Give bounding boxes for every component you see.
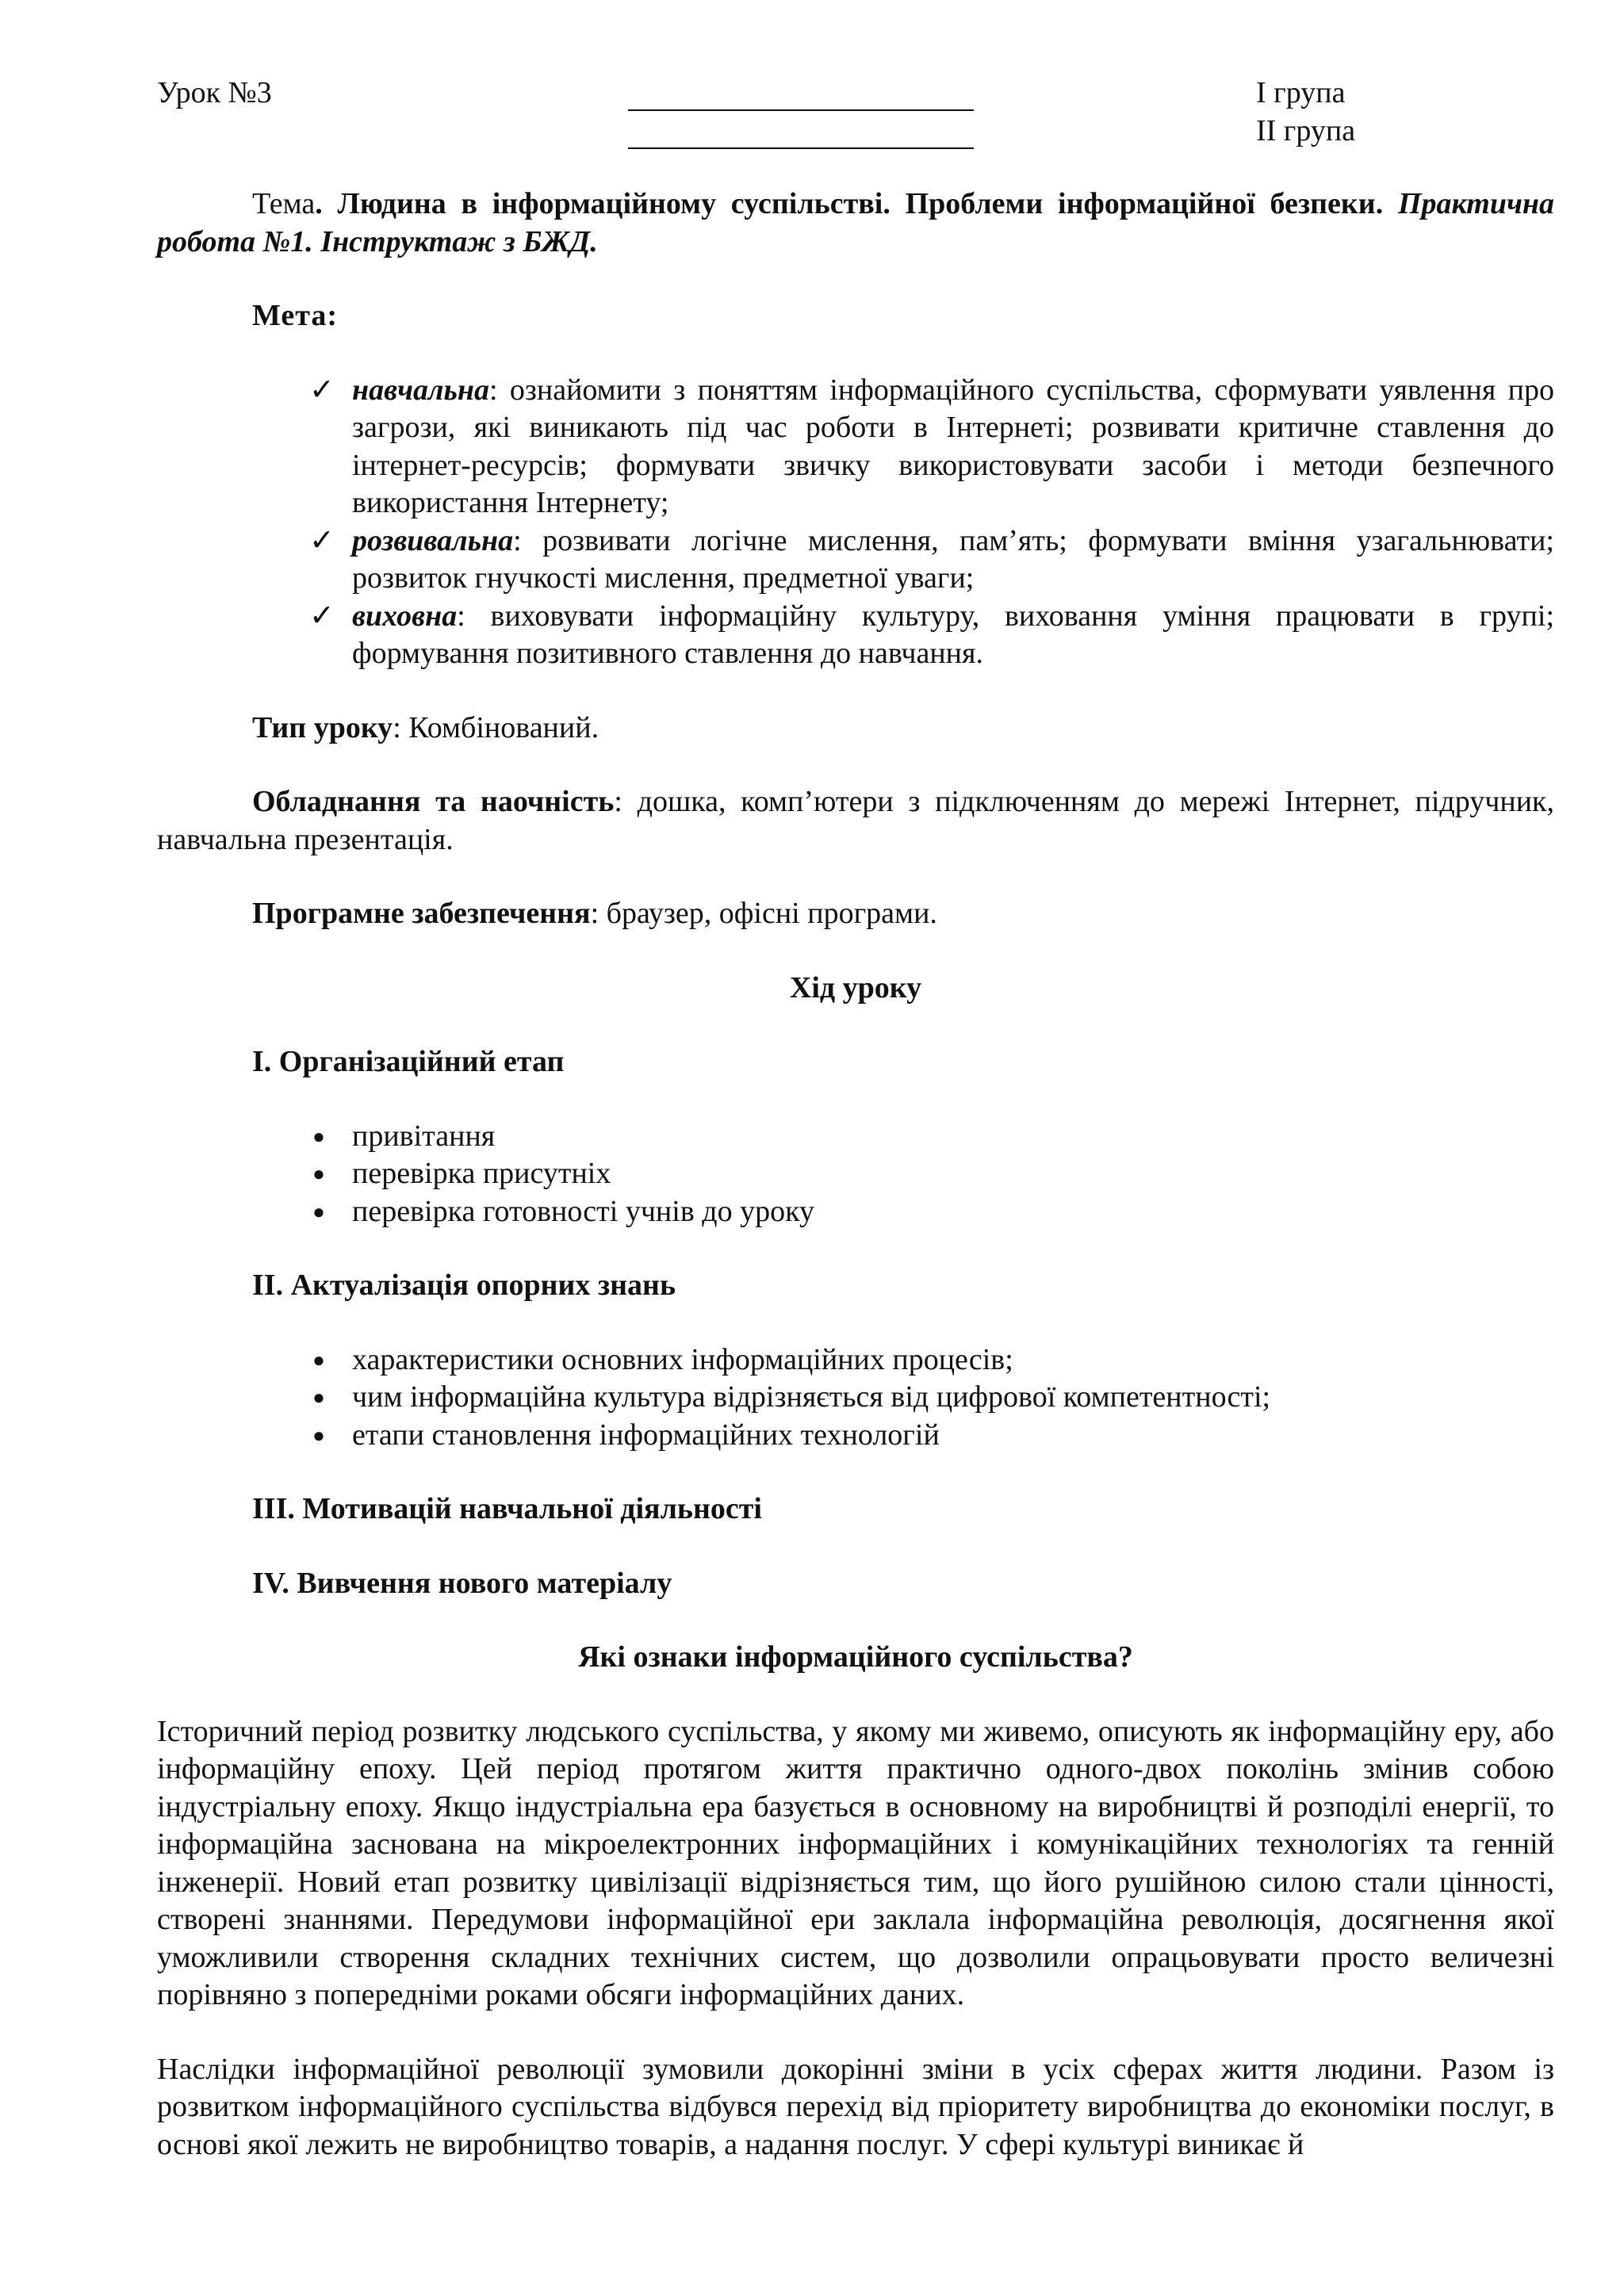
group-2: ІІ група xyxy=(1256,113,1356,147)
list-item: ● характеристики основних інформаційних процесів; xyxy=(157,1341,1554,1380)
list-item: ● чим інформаційна культура відрізняється від цифрової компетентності; xyxy=(157,1379,1554,1417)
equipment: Обладнання та наочність: дошка, комп’ютери з підключенням до мережі Інтернет, підручник, навчальна презентація. xyxy=(157,785,1554,856)
bullet-dot-icon: ● xyxy=(312,1386,325,1409)
body-paragraph: Наслідки інформаційної революції зумовили докорінні зміни в усіх сферах життя людини. Разом із розвитком інформаційного суспільства відбувся перехід від пріоритету виробництва до економіки послуг, в основі якої лежить не виробництво товарів, а надання послуг. У сфері культурі виникає й xyxy=(157,2052,1554,2161)
checkmark-icon: ✓ xyxy=(309,599,335,633)
topic-practical: Практична робота №1. Інструктаж з БЖД. xyxy=(157,187,1555,258)
groups xyxy=(1256,75,1355,150)
goal-item xyxy=(157,522,1554,598)
section-title: ІІ. Актуалізація опорних знань xyxy=(252,1269,676,1302)
blank-line-2 xyxy=(628,147,974,149)
lesson-number: Урок №3 xyxy=(157,76,272,109)
document-content xyxy=(157,75,1554,2164)
blank-line-1 xyxy=(628,109,974,111)
group-1: І група xyxy=(1256,76,1346,109)
goal-term: навчальна xyxy=(352,373,489,407)
goal-item xyxy=(157,372,1554,522)
goal-item xyxy=(157,598,1554,673)
section-2-list xyxy=(157,1341,1554,1455)
goal-term: розвивальна xyxy=(352,523,514,557)
header xyxy=(157,75,1554,151)
lesson-type: Тип уроку: Комбінований. xyxy=(252,710,599,744)
goal-text: : ознайомити з поняттям інформаційного суспільства, сформувати уявлення про загрози, які виникають під час роботи в Інтернеті; розвивати критичне ставлення до інтернет-ресурсів; формувати звичку використовувати засоби і методи безпечного використання Інтернету; xyxy=(352,373,1554,519)
section-title: ІІІ. Мотивацій навчальної діяльності xyxy=(252,1492,762,1525)
goal-text: : виховувати інформаційну культуру, виховання уміння працювати в групі; формування позитивного ставлення до навчання. xyxy=(352,599,1554,670)
software: Програмне забезпечення: браузер, офісні програми. xyxy=(252,897,937,930)
goals-title: Мета: xyxy=(252,299,339,332)
bullet-dot-icon: ● xyxy=(312,1348,325,1372)
checkmark-icon: ✓ xyxy=(309,523,335,557)
bullet-dot-icon: ● xyxy=(312,1200,325,1223)
list-item: ● перевірка присутніх xyxy=(157,1155,1554,1193)
list-item: ● етапи становлення інформаційних технологій xyxy=(157,1417,1554,1455)
list-item: ● перевірка готовності учнів до уроку xyxy=(157,1193,1554,1231)
topic xyxy=(157,186,1554,261)
bullet-dot-icon: ● xyxy=(312,1162,325,1185)
list-item: ● привітання xyxy=(157,1118,1554,1156)
topic-label: Тема xyxy=(252,187,316,220)
topic-title: . Людина в інформаційному суспільстві. Проблеми інформаційної безпеки. xyxy=(315,187,1384,220)
goal-text: : розвивати логічне мислення, пам’ять; формувати вміння узагальнювати; розвиток гнучкості мислення, предметної уваги; xyxy=(352,523,1554,595)
goal-term: виховна xyxy=(352,599,458,633)
body-paragraph: Історичний період розвитку людського суспільства, у якому ми живемо, описують як інформаційну еру, або інформаційну епоху. Цей період протягом життя практично одного-двох поколінь змінив собою індустріальну епоху. Якщо індустріальна ера базується в основному на виробництві й розподілі енергії, то інформаційна заснована на мікроелектронних інформаційних і комунікаційних технологіях та генній інженерії. Новий етап розвитку цивілізації відрізняється тим, що його рушійною силою стали цінності, створені знаннями. Передумови інформаційної ери заклала інформаційна революція, досягнення якої уможливили створення складних технічних систем, що дозволили опрацьовувати просто величезні порівняно з попередніми роками обсяги інформаційних даних. xyxy=(157,1714,1554,2011)
section-1-list xyxy=(157,1118,1554,1231)
bullet-dot-icon: ● xyxy=(312,1124,325,1148)
question-title: Які ознаки інформаційного суспільства? xyxy=(578,1640,1133,1674)
goals-list xyxy=(157,372,1554,673)
checkmark-icon: ✓ xyxy=(309,373,335,407)
course-title: Хід уроку xyxy=(789,970,922,1004)
section-title: І. Організаційний етап xyxy=(252,1045,565,1078)
section-title: IV. Вивчення нового матеріалу xyxy=(252,1566,672,1600)
bullet-dot-icon: ● xyxy=(312,1423,325,1447)
